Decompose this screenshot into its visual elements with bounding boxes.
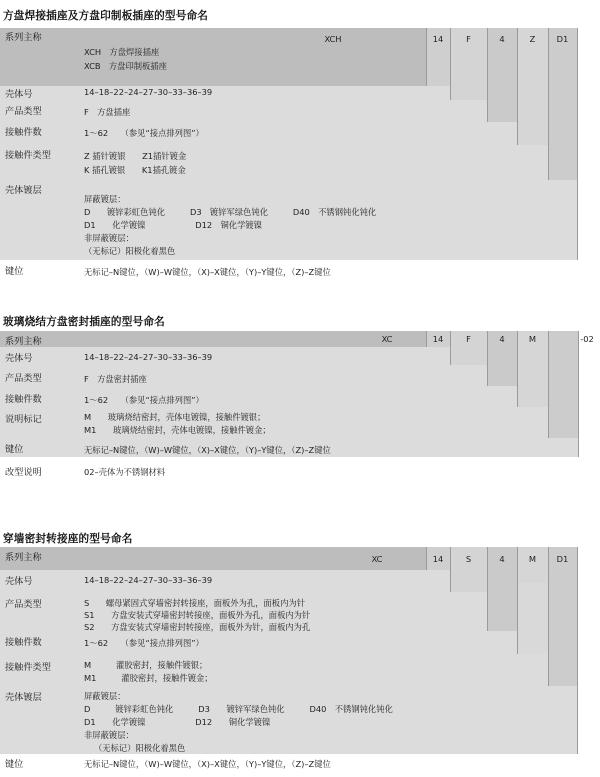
row-text: M 灌胶密封，接触件镀银； <box>84 660 208 670</box>
code-shell: 14 <box>432 554 444 564</box>
row-text: 02–壳体为不锈钢材料 <box>84 467 166 477</box>
row-text: 1～62 （参见“接点排列图”） <box>84 638 204 648</box>
code-type: F <box>466 34 471 44</box>
row-label: 键位 <box>5 444 24 455</box>
code-series: XC <box>381 334 393 344</box>
stair-row-2 <box>0 347 450 365</box>
row-text: D 镀锌彩虹色钝化 D3 镀锌军绿色钝化 D40 不锈钢钝化钝化 <box>84 704 393 714</box>
section-2-title: 玻璃烧结方盘密封插座的型号命名 <box>3 316 165 328</box>
row-text: S 螺母紧固式穿墙密封转接座，面板外为孔，面板内为针 <box>84 598 305 608</box>
row-label: 说明标记 <box>5 414 42 425</box>
row-label: 壳体镀层 <box>5 185 42 196</box>
stair-row-1 <box>0 331 426 347</box>
row-label: 系列主称 <box>5 32 42 43</box>
code-modification: -02 <box>580 334 594 344</box>
row-text: 无标记–N键位，（W)–W键位，（X)–X键位，（Y)–Y键位，（Z)–Z键位 <box>84 267 331 277</box>
code-contact-type: Z <box>529 34 536 44</box>
row-text: F 方盘密封插座 <box>84 374 147 384</box>
row-label: 接触件数 <box>5 394 42 405</box>
row-text: 14–18–22–24–27–30–33–36–39 <box>84 87 213 97</box>
stair-row-2 <box>0 86 450 100</box>
row-text: 14–18–22–24–27–30–33–36–39 <box>84 352 213 362</box>
row-label: 接触件数 <box>5 637 42 648</box>
row-text: Z 插针镀银 Z1插针镀金 <box>84 151 187 161</box>
row-text: （无标记）阳极化着黑色 <box>84 246 176 256</box>
stair-row-5 <box>0 654 548 686</box>
row-text: 无标记–N键位，（W)–W键位，（X)–X键位，（Y)–Y键位，（Z)–Z键位 <box>84 445 331 455</box>
row-text: XCB 方盘印制板插座 <box>84 61 167 71</box>
row-text: 屏蔽镀层： <box>84 691 126 701</box>
row-label: 壳体号 <box>5 576 33 587</box>
row-text: S2 方盘安装式穿墙密封转接座，面板外为针，面板内为孔 <box>84 622 311 632</box>
stair-row-3 <box>0 365 487 386</box>
row-text: M 玻璃烧结密封，壳体电镀镍，接触件镀银； <box>84 412 266 422</box>
row-label: 壳体号 <box>5 353 33 364</box>
stair-row-3 <box>0 100 487 122</box>
row-label: 系列主称 <box>5 336 42 347</box>
row-text: XCH 方盘焊接插座 <box>84 47 160 57</box>
stair-row-1 <box>0 28 426 86</box>
row-label: 改型说明 <box>5 467 42 478</box>
code-type: F <box>466 334 471 344</box>
stair-row-4 <box>0 386 517 407</box>
section-3-title: 穿墙密封转接座的型号命名 <box>3 533 133 545</box>
row-text: 非屏蔽镀层： <box>84 233 134 243</box>
row-text: D 镀锌彩虹色钝化 D3 镀锌军绿色钝化 D40 不锈钢钝化钝化 <box>84 207 377 217</box>
row-text: K 插孔镀银 K1插孔镀金 <box>84 165 186 175</box>
row-label: 产品类型 <box>5 599 42 610</box>
row-label: 产品类型 <box>5 373 42 384</box>
row-label: 产品类型 <box>5 106 42 117</box>
row-text: 1～62 （参见“接点排列图”） <box>84 128 204 138</box>
row-text: 14–18–22–24–27–30–33–36–39 <box>84 575 213 585</box>
stair-row-4 <box>0 631 517 654</box>
row-label: 接触件类型 <box>5 150 51 161</box>
row-text: D1 化学镀镍 D12 铜化学镀镍 <box>84 717 271 727</box>
row-text: 1～62 （参见“接点排列图”） <box>84 395 204 405</box>
stair-row-2 <box>0 570 450 592</box>
row-label: 接触件类型 <box>5 662 51 673</box>
code-shell: 14 <box>432 34 444 44</box>
row-label: 系列主称 <box>5 552 42 563</box>
stair-row-5 <box>0 145 548 180</box>
row-text: 无标记–N键位，（W)–W键位，（X)–X键位，（Y)–Y键位，（Z)–Z键位 <box>84 759 331 769</box>
code-contact-type: M <box>528 554 537 564</box>
row-text: 屏蔽镀层： <box>84 194 126 204</box>
stair-row-4 <box>0 122 517 145</box>
code-series: XC <box>371 554 383 564</box>
code-type: S <box>465 554 472 564</box>
code-contacts: 4 <box>499 554 505 564</box>
row-text: S1 方盘安装式穿墙密封转接座，面板外为孔，面板内为针 <box>84 610 311 620</box>
row-label: 键位 <box>5 266 24 277</box>
row-label: 壳体镀层 <box>5 692 42 703</box>
row-text: F 方盘插座 <box>84 107 131 117</box>
stair-row-5 <box>0 407 548 438</box>
row-label: 壳体号 <box>5 89 33 100</box>
code-shell: 14 <box>432 334 444 344</box>
code-contacts: 4 <box>499 34 505 44</box>
row-label: 接触件数 <box>5 127 42 138</box>
code-plating: D1 <box>556 34 569 44</box>
code-plating: D1 <box>556 554 569 564</box>
row-text: D1 化学镀镍 D12 铜化学镀镍 <box>84 220 262 230</box>
section-1-title: 方盘焊接插座及方盘印制板插座的型号命名 <box>3 10 209 22</box>
row-text: 非屏蔽镀层： <box>84 730 134 740</box>
row-label: 键位 <box>5 759 24 770</box>
row-text: （无标记）阳极化着黑色 <box>94 743 186 753</box>
code-series: XCH <box>324 34 342 44</box>
code-contacts: 4 <box>499 334 505 344</box>
code-mark: M <box>528 334 537 344</box>
row-text: M1 玻璃烧结密封，壳体电镀镍，接触件镀金； <box>84 425 271 435</box>
row-text: M1 灌胶密封，接触件镀金； <box>84 673 213 683</box>
